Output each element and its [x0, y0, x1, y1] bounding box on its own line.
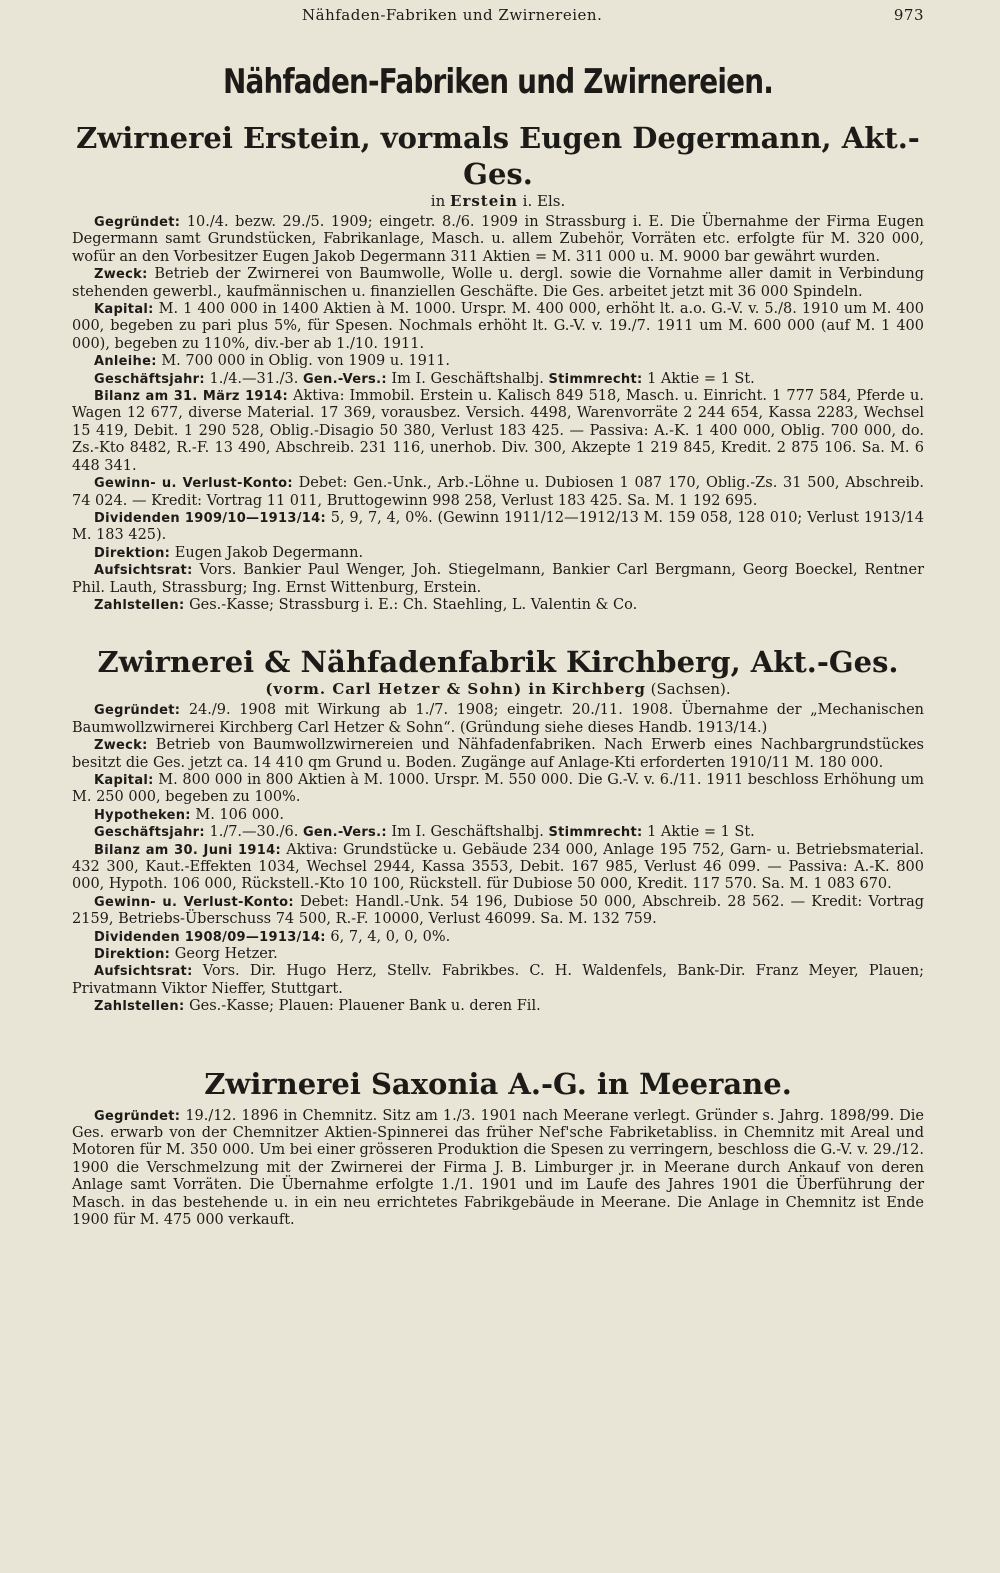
company-entry-saxonia: [72, 1066, 924, 1230]
page-number: 973: [893, 6, 924, 24]
entry-capital: Kapital: M. 800 000 in 800 Aktien à M. 1000. Urspr. M. 550 000. Die G.-V. v. 6./11. 1911 beschloss Erhöhung um M. 250 000, begeben zu 100%.: [72, 771, 924, 806]
company-body: [72, 1108, 924, 1230]
company-entry-kirchberg: [72, 644, 924, 1015]
section-title: Nähfaden-Fabriken und Zwirnereien.: [222, 62, 774, 102]
entry-loan: Anleihe: M. 700 000 in Oblig. von 1909 u. 1911.: [94, 353, 450, 370]
company-body: [72, 214, 924, 614]
entry-dividends: Dividenden 1909/10—1913/14: 5, 9, 7, 4, 0%. (Gewinn 1911/12—1912/13 M. 159 058, 128 010; Verlust 1913/14 M. 183 425).: [72, 509, 924, 544]
entry-supervisory-board: Aufsichtsrat: Vors. Bankier Paul Wenger, Joh. Stiegelmann, Bankier Carl Bergmann, Georg Boeckel, Rentner Phil. Lauth, Strassburg; Ing. Ernst Wittenburg, Erstein.: [72, 562, 924, 596]
entry-purpose: Zweck: Betrieb von Baumwollzwirnereien und Nähfadenfabriken. Nach Erwerb eines Nachbargrundstückes besitzt die Ges. jetzt ca. 14 410 qm Grund u. Boden. Zugänge auf Anlage-Kti erforderten 1910/11 M. 180 000.: [72, 737, 924, 771]
entry-supervisory-board: Aufsichtsrat: Vors. Dir. Hugo Herz, Stellv. Fabrikbes. C. H. Waldenfels, Bank-Dir. Franz Meyer, Plauen; Privatmann Viktor Nieffer, Stuttgart.: [72, 963, 924, 997]
entry-balance: Bilanz am 30. Juni 1914: Aktiva: Grundstücke u. Gebäude 234 000, Anlage 195 752, Garn- u. Betriebsmaterial. 432 300, Kaut.-Effekten 1034, Wechsel 2944, Kassa 3553, Debit. 167 985, Verlust 46 099. — Passiva: A.-K. 800 000, Hypoth. 106 000, Rückstell.-Kto 10 100, Rückstell. für Dubiose 50 000, Kredit. 117 570. Sa. M. 1 083 670.: [72, 841, 925, 893]
running-title: Nähfaden-Fabriken und Zwirnereien.: [302, 6, 603, 24]
company-entry-erstein: [72, 120, 924, 614]
entry-purpose: Zweck: Betrieb der Zwirnerei von Baumwolle, Wolle u. dergl. sowie die Vornahme aller damit in Verbindung stehenden gewerbl., kaufmännischen u. finanziellen Geschäfte. Die Ges. arbeitet jetzt mit 36 000 Spindeln.: [72, 266, 924, 300]
entry-founded: Gegründet: 10./4. bezw. 29./5. 1909; eingetr. 8./6. 1909 in Strassburg i. E. Die Übernahme der Firma Eugen Degermann samt Grundstücken, Fabrikanlage, Masch. u. allem Zubehör, Vorräten etc. erfolgte für M. 320 000, wofür an den Vorbesitzer Eugen Jakob Degermann 311 Aktien = M. 311 000 u. M. 9000 bar gewährt wurden.: [72, 214, 924, 265]
company-location: in Erstein i. Els.: [430, 192, 566, 210]
entry-founded: Gegründet: 24./9. 1908 mit Wirkung ab 1./7. 1908; eingetr. 20./11. 1908. Übernahme der „Mechanischen Baumwollzwirnerei Kirchberg Carl Hetzer & Sohn“. (Gründung siehe dieses Handb. 1913/14.): [72, 702, 924, 736]
company-name: Zwirnerei Erstein, vormals Eugen Degermann, Akt.-Ges.: [76, 121, 920, 191]
company-name: Zwirnerei Saxonia A.-G. in Meerane.: [204, 1066, 792, 1101]
entry-profit-loss: Gewinn- u. Verlust-Konto: Debet: Handl.-Unk. 54 196, Dubiose 50 000, Abschreib. 28 562. — Kredit: Vortrag 2159, Betriebs-Überschuss 74 500, R.-F. 10000, Verlust 46099. Sa. M. 132 759.: [72, 893, 924, 928]
entry-founded: Gegründet: 19./12. 1896 in Chemnitz. Sitz am 1./3. 1901 nach Meerane verlegt. Gründer s. Jahrg. 1898/99. Die Ges. erwarb von der Chemnitzer Aktien-Spinnerei das früher Nef'sche Fabriketabliss. in Chemnitz mit Areal und Motoren für M. 350 000. Um bei einer grösseren Produktion die Spesen zu verringern, beschloss die G.-V. v. 29./12. 1900 die Verschmelzung mit der Zwirnerei der Firma J. B. Limburger jr. in Meerane durch Ankauf von deren Anlage samt Vorräten. Die Übernahme erfolgte 1./1. 1901 und im Laufe des Jahres 1901 die Überführung der Masch. in das bestehende u. in ein neu errichtetes Fabrikgebäude in Meerane. Die Anlage in Chemnitz ist Ende 1900 für M. 475 000 verkauft.: [72, 1107, 924, 1229]
entry-paying-agents: Zahlstellen: Ges.-Kasse; Plauen: Plauener Bank u. deren Fil.: [94, 998, 541, 1015]
entry-balance: Bilanz am 31. März 1914: Aktiva: Immobil. Erstein u. Kalisch 849 518, Masch. u. Einricht. 1 777 584, Pferde u. Wagen 12 677, diverse Material. 17 369, vorausbez. Versich. 4498, Warenvorräte 2 244 654, Kassa 2283, Wechsel 15 419, Debit. 1 290 528, Oblig.-Disagio 50 380, Verlust 183 425. — Passiva: A.-K. 1 400 000, Oblig. 700 000, do. Zs.-Kto 8482, R.-F. 13 490, Abschreib. 231 116, unerhob. Div. 300, Akzepte 1 219 845, Kredit. 2 875 106. Sa. M. 6 448 341.: [72, 388, 924, 474]
company-body: [72, 702, 924, 1015]
entry-paying-agents: Zahlstellen: Ges.-Kasse; Strassburg i. E.: Ch. Staehling, L. Valentin & Co.: [94, 596, 638, 613]
entry-dividends: Dividenden 1908/09—1913/14: 6, 7, 4, 0, 0, 0%.: [94, 928, 451, 945]
entry-profit-loss: Gewinn- u. Verlust-Konto: Debet: Gen.-Unk., Arb.-Löhne u. Dubiosen 1 087 170, Oblig.-Zs. 31 500, Abschreib. 74 024. — Kredit: Vortrag 11 011, Bruttogewinn 998 258, Verlust 183 425. Sa. M. 1 192 695.: [72, 475, 924, 509]
entry-management: Direktion: Eugen Jakob Degermann.: [94, 544, 364, 561]
entry-mortgages: Hypotheken: M. 106 000.: [94, 806, 284, 823]
entry-management: Direktion: Georg Hetzer.: [94, 946, 278, 963]
company-name: Zwirnerei & Nähfadenfabrik Kirchberg, Akt.-Ges.: [97, 645, 899, 680]
entry-fiscal-year: Geschäftsjahr: 1./4.—31./3. Gen.-Vers.: Im I. Geschäftshalbj. Stimmrecht: 1 Aktie = 1 St.: [94, 370, 755, 387]
entry-fiscal-year: Geschäftsjahr: 1./7.—30./6. Gen.-Vers.: Im I. Geschäftshalbj. Stimmrecht: 1 Aktie = 1 St.: [94, 824, 755, 841]
company-location: (vorm. Carl Hetzer & Sohn) in Kirchberg (Sachsen).: [265, 680, 731, 699]
entry-capital: Kapital: M. 1 400 000 in 1400 Aktien à M. 1000. Urspr. M. 400 000, erhöht lt. a.o. G.-V. v. 5./8. 1910 um M. 400 000, begeben zu pari plus 5%, für Spesen. Nochmals erhöht lt. G.-V. v. 19./7. 1911 um M. 600 000 (auf M. 1 400 000), begeben zu 110%, div.-ber ab 1./10. 1911.: [72, 301, 924, 352]
running-head: [72, 6, 924, 32]
